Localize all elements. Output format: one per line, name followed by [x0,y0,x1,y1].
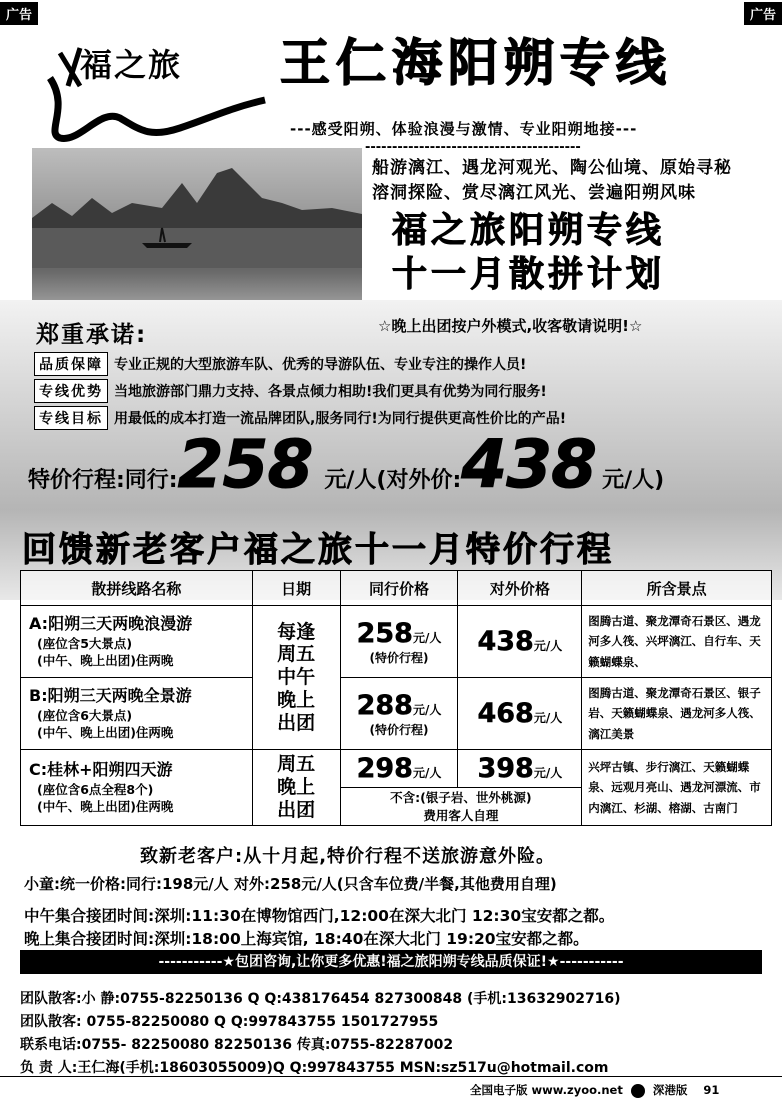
pledge-label: 品质保障 [34,352,108,376]
public-price-big: 438 [461,426,597,503]
header-route: 散拼线路名称 [21,571,253,606]
special-price-line [28,426,665,503]
table-row [21,750,772,788]
route-name-cell: C:桂林+阳朔四天游 (座位含6点全程8个) (中午、晚上出团)住两晚 [21,750,253,826]
highlight-line-1: 船游漓江、遇龙河观光、陶公仙境、原始寻秘 [372,158,732,178]
peer-price-cell: 288元/人 (特价行程) [340,678,458,750]
price-label: 特价行程:同行: [28,468,178,493]
contact-line: 团队散客: 0755-82250080 Q Q:997843755 1501727955 [20,1014,439,1030]
sites-cell: 兴坪古镇、步行漓江、天籁蝴蝶泉、远观月亮山、遇龙河漂流、市内漓江、杉湖、榕湖、古南门 [582,750,772,826]
footer-divider [0,1076,782,1077]
pledge-label: 专线目标 [34,406,108,430]
route-table [20,570,772,826]
feedback-title: 回馈新老客户福之旅十一月特价行程 [22,530,614,570]
peer-price-cell: 258元/人 (特价行程) [340,606,458,678]
plan-title-1: 福之旅阳朔专线 [392,211,666,251]
noon-meeting-time: 中午集合接团时间:深圳:11:30在博物馆西门,12:00在深大北门 12:30宝安都之都。 [24,907,615,925]
contact-line: 联系电话:0755- 82250080 82250136 传真:0755-82287002 [20,1037,454,1053]
child-price-text: 小童:统一价格:同行:198元/人 对外:258元/人(只含车位费/半餐,其他费用自理) [24,875,557,893]
highlight-line-2: 溶洞探险、赏尽漓江风光、尝遍阳朔风味 [372,183,696,203]
brand-logo [40,38,270,148]
price-unit-1: 元/人(对外价: [324,468,462,493]
ad-tag-right: 广告 [744,2,782,25]
contact-line: 团队散客:小 静:0755-82250136 Q Q:438176454 827300848 (手机:13632902716) [20,991,621,1007]
pledge-text: 用最低的成本打造一流品牌团队,服务同行!为同行提供更高性价比的产品! [114,411,567,427]
route-name-cell: B:阳朔三天两晚全景游 (座位含6大景点) (中午、晚上出团)住两晚 [21,678,253,750]
header-date: 日期 [252,571,340,606]
pledge-text: 当地旅游部门鼎力支持、各景点倾力相助!我们更具有优势为同行服务! [114,384,547,400]
page-number: 91 [703,1083,720,1097]
exclusion-cell: 不含:(银子岩、世外桃源) 费用客人自理 [340,788,582,826]
plan-title-2: 十一月散拼计划 [392,255,666,295]
public-price-cell: 468元/人 [458,678,582,750]
date-cell: 周五 晚上 出团 [252,750,340,826]
brand-name: 福之旅 [80,46,183,84]
header-peer-price: 同行价格 [340,571,458,606]
table-row [21,678,772,750]
header-public-price: 对外价格 [458,571,582,606]
pledge-text: 专业正规的大型旅游车队、优秀的导游队伍、专业专注的操作人员! [114,357,527,373]
karst-mountain-image [32,148,362,303]
pledge-title: 郑重承诺: [36,322,148,348]
footer-edition: 深港版 [652,1083,688,1097]
dash-divider: ---------------------------------------- [365,140,581,155]
date-cell: 每逢 周五 中午 晚上 出团 [252,606,340,750]
promo-banner: -----------★包团咨询,让你更多优惠!福之旅阳朔专线品质保证!★----------- [20,950,762,974]
notice-text: ☆晚上出团按户外模式,收客敬请说明!☆ [378,317,643,335]
main-title: 王仁海阳朔专线 [280,34,672,92]
route-name-cell: A:阳朔三天两晚浪漫游 (座位含5大景点) (中午、晚上出团)住两晚 [21,606,253,678]
contact-line: 负 责 人:王仁海(手机:18603055009)Q Q:997843755 MSN:sz517u@hotmail.com [20,1060,609,1076]
ad-tag-left: 广告 [0,2,38,25]
pledge-row [34,352,526,376]
night-meeting-time: 晚上集合接团时间:深圳:18:00上海宾馆, 18:40在深大北门 19:20宝安都之都。 [24,930,589,948]
edition-badge-icon [631,1084,645,1098]
table-header-row [21,571,772,606]
price-unit-2: 元/人) [602,468,665,493]
header-sites: 所含景点 [582,571,772,606]
footer-site: 全国电子版 www.zyoo.net [470,1083,623,1097]
pledge-label: 专线优势 [34,379,108,403]
public-price-cell: 438元/人 [458,606,582,678]
subtitle: ---感受阳朔、体验浪漫与激情、专业阳朔地接--- [290,120,638,138]
table-row [21,606,772,678]
landscape-photo [32,148,362,303]
peer-price-big: 258 [177,426,313,503]
footer [470,1082,719,1098]
public-price-cell: 398元/人 [458,750,582,788]
sites-cell: 图腾古道、聚龙潭奇石景区、遇龙河多人筏、兴坪漓江、自行车、天籁蝴蝶泉、 [582,606,772,678]
peer-price-cell: 298元/人 [340,750,458,788]
greeting-text: 致新老客户:从十月起,特价行程不送旅游意外险。 [140,846,556,867]
sites-cell: 图腾古道、聚龙潭奇石景区、银子岩、天籁蝴蝶泉、遇龙河多人筏、漓江美景 [582,678,772,750]
pledge-row [34,379,547,403]
